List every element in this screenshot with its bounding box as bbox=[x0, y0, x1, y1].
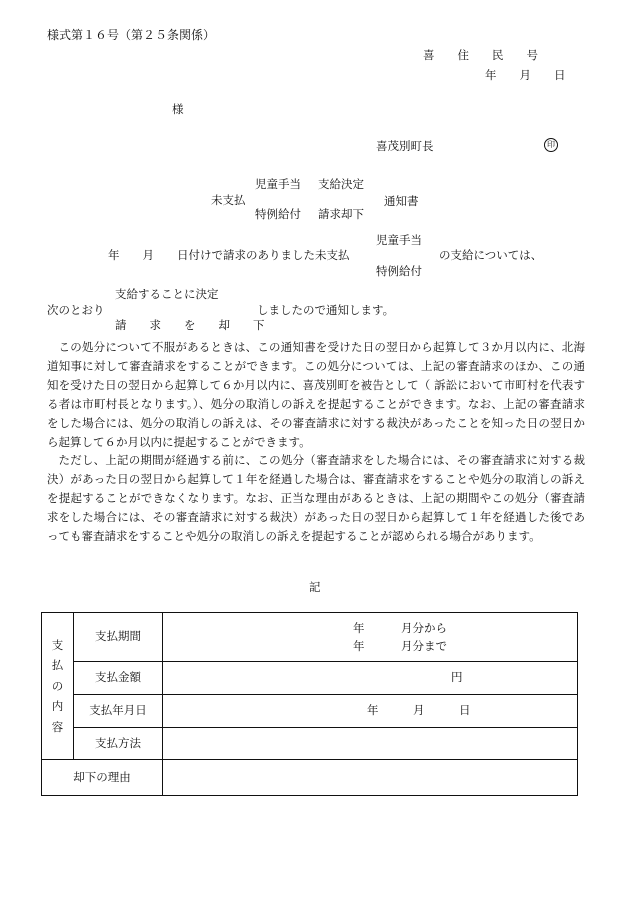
payment-period-value[interactable] bbox=[163, 613, 578, 662]
title-suffix: 通知書 bbox=[384, 194, 419, 208]
intro-line2-tail: しましたので通知します。 bbox=[257, 303, 395, 317]
form-header: 様式第１６号（第２５条関係） bbox=[47, 28, 216, 42]
payment-detail-table bbox=[41, 612, 578, 796]
reject-reason-label: 却下の理由 bbox=[42, 760, 163, 796]
title-decision-top: 支給決定 bbox=[318, 177, 364, 191]
payment-date-placeholder: 年 月 日 bbox=[367, 703, 471, 717]
payment-content-side-label: 支 払 の 内 容 bbox=[42, 613, 74, 760]
appeal-paragraph-1: この処分について不服があるときは、この通知書を受けた日の翌日から起算して３か月以内に、北海道知事に対して審査請求をすることができます。この処分については、上記の審査請求のほか、この通知を受けた日の翌日から起算して６か月以内に、喜茂別町を被告として（ 訴訟において市町村を代表する者は市町村長となります。）、処分の取消しの訴えを提起することができます。なお、上記の審査請求をした場合には、処分の取消しの訴えは、その審査請求に対する裁決があったことを知った日の翌日から起算して６か月以内に提起することができます。 bbox=[47, 340, 585, 449]
intro-allowance-bottom: 特例給付 bbox=[376, 264, 422, 278]
document-number: 喜 住 民 号 bbox=[423, 48, 538, 62]
seal-mark: 印 bbox=[544, 138, 558, 152]
period-to-year: 年 bbox=[353, 639, 365, 653]
intro-choice-top: 支給することに決定 bbox=[115, 287, 219, 301]
period-from-year: 年 bbox=[353, 621, 365, 635]
issue-date: 年 月 日 bbox=[485, 68, 566, 82]
intro-tail: の支給については、 bbox=[439, 248, 543, 262]
title-allowance-bottom: 特例給付 bbox=[255, 207, 301, 221]
intro-allowance-top: 児童手当 bbox=[376, 233, 422, 247]
intro-choice-bottom: 請 求 を 却 下 bbox=[115, 318, 265, 332]
payment-method-value[interactable] bbox=[163, 728, 578, 760]
period-from: 月分から bbox=[401, 621, 447, 635]
payment-period-label: 支払期間 bbox=[74, 613, 163, 662]
payment-date-value[interactable] bbox=[163, 695, 578, 728]
appeal-paragraph-2: ただし、上記の期間が経過する前に、この処分（審査請求をした場合には、その審査請求に対する裁決）があった日の翌日から起算して１年を経過した場合は、審査請求をすることや処分の取消しの訴えを提起することができなくなります。なお、正当な理由があるときは、上記の期間やこの処分（審査請求をした場合には、その審査請求に対する裁決）があった日の翌日から起算して１年を経過した後であっても審査請求をすることや処分の取消しの訴えを提起することが認められる場合があります。 bbox=[47, 453, 585, 544]
payment-method-label: 支払方法 bbox=[74, 728, 163, 760]
title-allowance-top: 児童手当 bbox=[255, 177, 301, 191]
period-to: 月分まで bbox=[401, 639, 447, 653]
appeal-notice bbox=[47, 338, 585, 546]
amount-unit: 円 bbox=[451, 670, 463, 684]
title-decision-bottom: 請求却下 bbox=[318, 207, 364, 221]
title-prefix: 未支払 bbox=[211, 193, 246, 207]
recipient-suffix: 様 bbox=[172, 102, 184, 116]
ki-heading: 記 bbox=[309, 580, 321, 594]
intro-date-part: 年 月 日付けで請求のありました未支払 bbox=[108, 248, 350, 262]
reject-reason-value[interactable] bbox=[163, 760, 578, 796]
payment-date-label: 支払年月日 bbox=[74, 695, 163, 728]
payment-amount-label: 支払金額 bbox=[74, 662, 163, 695]
payment-amount-value[interactable] bbox=[163, 662, 578, 695]
issuer-name: 喜茂別町長 bbox=[376, 139, 434, 153]
intro-line2-head: 次のとおり bbox=[47, 303, 105, 317]
